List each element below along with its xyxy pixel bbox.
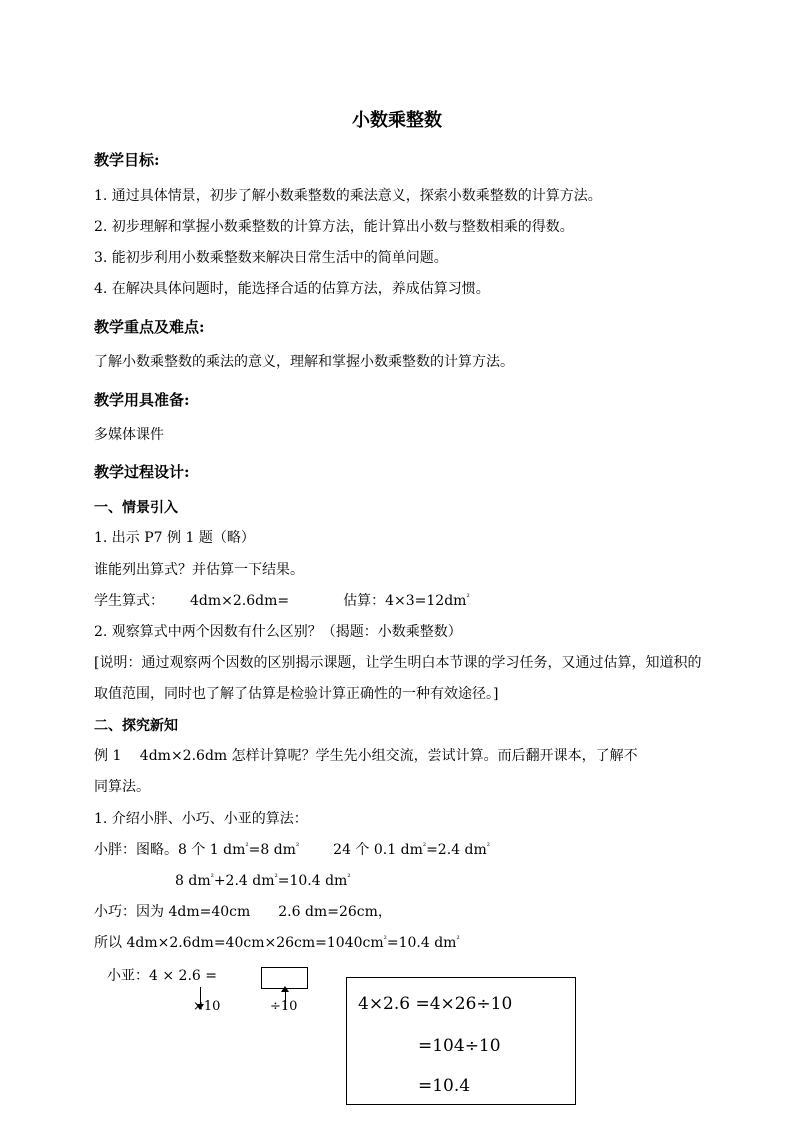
keypoints-heading: 教学重点及难点: xyxy=(94,318,205,336)
objective-item-2: 2. 初步理解和掌握小数乘整数的计算方法，能计算出小数与整数相乘的得数。 xyxy=(94,219,574,235)
materials-heading: 教学用具准备: xyxy=(94,391,190,409)
student-formula-line xyxy=(94,591,470,611)
section1-line2: 谁能列出算式？并估算一下结果。 xyxy=(94,562,304,578)
xiaopang-line-1: 小胖：图略。8 个 1 $dm^{^2}=8$ $dm^{^2}$ 24 个 0.1 $dm^{^2}=2.4$ $dm^{^2}$ xyxy=(94,841,490,858)
calculation-box xyxy=(346,977,576,1105)
xiaoqiao-line-2: 所以 $4dm\times 2.6dm=40cm\times 26cm=1040cm^{^2}=10.4$ $dm^{^2}$ xyxy=(94,934,460,951)
section1-line1: 1. 出示 P7 例 1 题（略） xyxy=(94,530,255,546)
estimate-unit-sup: ² xyxy=(466,592,470,602)
objective-item-3: 3. 能初步利用小数乘整数来解决日常生活中的简单问题。 xyxy=(94,250,448,266)
keypoints-text: 了解小数乘整数的乘法的意义，理解和掌握小数乘整数的计算方法。 xyxy=(94,354,514,370)
objective-item-1: 1. 通过具体情景，初步了解小数乘整数的乘法意义，探索小数乘整数的计算方法。 xyxy=(94,188,602,204)
objective-item-4: 4. 在解决具体问题时，能选择合适的估算方法，养成估算习惯。 xyxy=(94,281,490,297)
estimate-text: 估算：4×3=12dm xyxy=(343,593,467,609)
calc-line-1: 4×2.6 =4×26÷10 xyxy=(358,994,513,1014)
calc-line-3: =10.4 xyxy=(418,1076,471,1096)
xiaoqiao-line-1: 小巧：因为 4dm=40cm 2.6 dm=26cm， xyxy=(94,904,392,920)
section1-note: [说明：通过观察两个因数的区别揭示课题，让学生明白本节课的学习任务，又通过估算，知道积的取值范围，同时也了解了估算是检验计算正确性的一种有效途径。] xyxy=(94,655,702,702)
methods-intro: 1. 介绍小胖、小巧、小亚的算法： xyxy=(94,811,308,827)
document-title: 小数乘整数 xyxy=(352,110,442,131)
xiaoya-label: 小亚：4 × 2.6 = xyxy=(107,968,217,984)
student-formula-label: 学生算式： xyxy=(94,593,164,609)
example-line-a: 例 1 4dm×2.6dm 怎样计算呢？学生先小组交流，尝试计算。而后翻开课本，了解不 xyxy=(94,748,638,764)
xiaoya-right-op: ÷10 xyxy=(270,999,298,1014)
objectives-heading: 教学目标: xyxy=(94,151,160,169)
materials-text: 多媒体课件 xyxy=(94,427,164,443)
xiaopang-line-2: 8 $dm^{^2}+2.4$ $dm^{^2}=10.4$ $dm^{^2}$ xyxy=(175,872,351,889)
xiaoya-left-op: ×10 xyxy=(193,999,221,1014)
calc-line-2: =104÷10 xyxy=(418,1036,501,1056)
section2-heading: 二、探究新知 xyxy=(94,718,178,734)
up-arrow-icon xyxy=(281,986,289,992)
section1-line4: 2. 观察算式中两个因数有什么区别？（揭题：小数乘整数） xyxy=(94,624,462,640)
process-heading: 教学过程设计: xyxy=(94,463,190,481)
section1-heading: 一、情景引入 xyxy=(94,500,178,516)
example-line-b: 同算法。 xyxy=(94,779,150,795)
student-formula: 4dm×2.6dm= xyxy=(190,593,290,609)
